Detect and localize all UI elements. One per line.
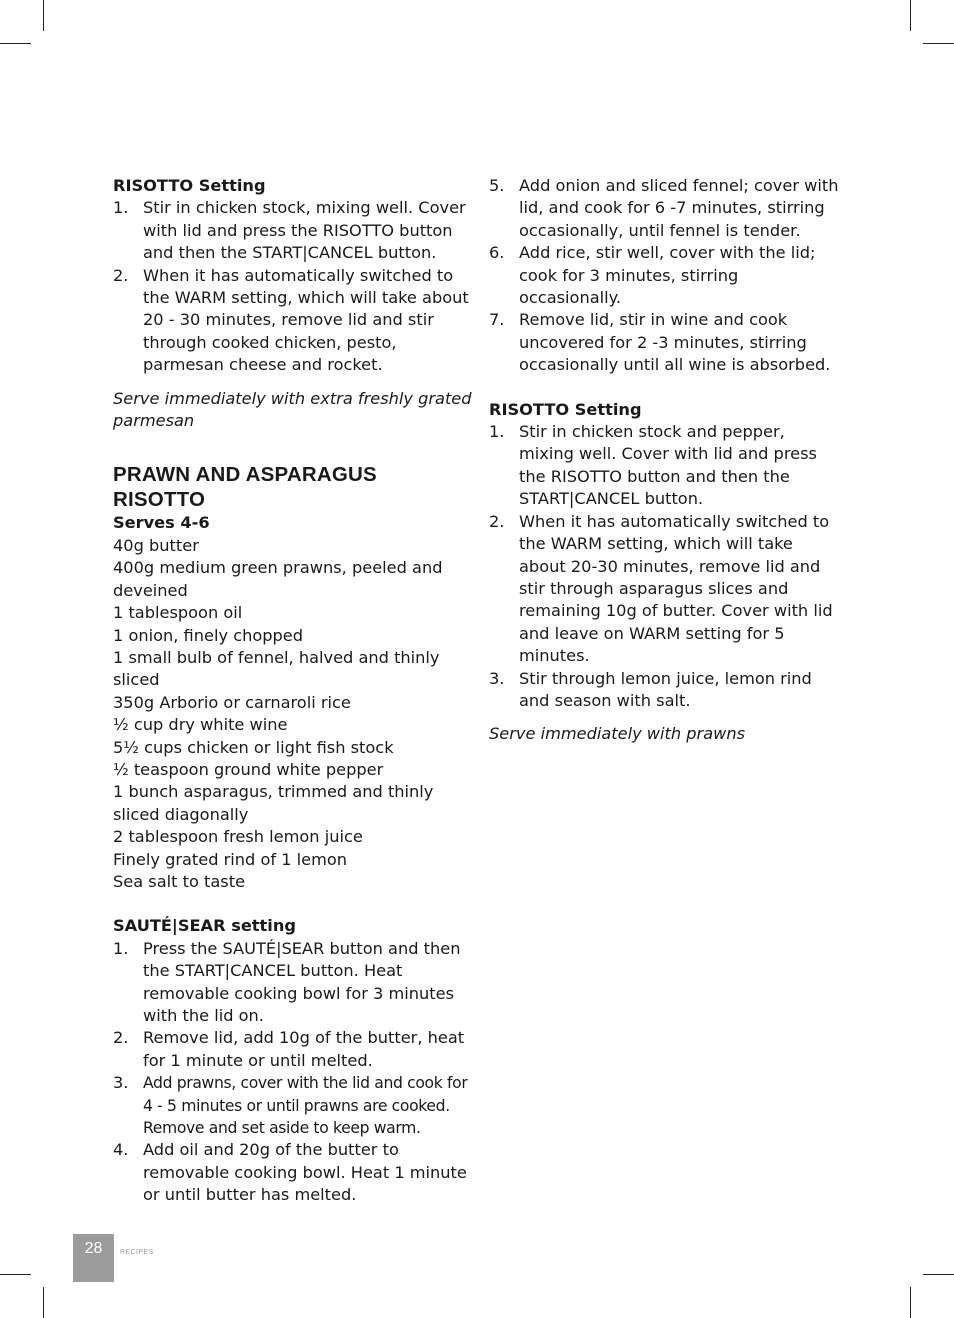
step-number: 2.	[113, 265, 129, 285]
step-number: 4.	[113, 1140, 129, 1160]
crop-mark	[910, 0, 911, 31]
step-text: Stir in chicken stock and pepper, mixing well. Cover with lid and press the RISOTTO button and then the START|CANCEL button.	[519, 422, 817, 509]
saute-steps-continued-list	[489, 175, 839, 377]
step-text: When it has automatically switched to the WARM setting, which will take about 20 - 30 minutes, remove lid and stir through cooked chicken, pesto, parmesan cheese and rocket.	[143, 265, 469, 375]
risotto-setting-heading: RISOTTO Setting	[489, 399, 642, 419]
serve-note: Serve immediately with extra freshly grated parmesan	[113, 388, 472, 431]
ingredient: Finely grated rind of 1 lemon	[113, 849, 348, 869]
ingredient: 2 tablespoon fresh lemon juice	[113, 827, 363, 847]
list-item	[113, 197, 473, 264]
crop-mark	[0, 1274, 31, 1275]
list-item	[489, 175, 839, 242]
crop-mark	[43, 0, 44, 31]
step-number: 1.	[489, 422, 505, 442]
step-number: 1.	[113, 938, 129, 958]
ingredient: 350g Arborio or carnaroli rice	[113, 692, 351, 712]
serve-note: Serve immediately with prawns	[489, 724, 746, 744]
step-text: Add rice, stir well, cover with the lid; cook for 3 minutes, stirring occasionally.	[519, 243, 816, 308]
left-column	[113, 175, 473, 1207]
serves-label: Serves 4-6	[113, 513, 210, 533]
ingredient: 400g medium green prawns, peeled and deveined	[113, 558, 443, 600]
ingredient: ½ cup dry white wine	[113, 715, 288, 735]
right-column	[489, 175, 839, 746]
page-number: 28	[73, 1234, 114, 1282]
step-number: 1.	[113, 198, 129, 218]
ingredient: 1 tablespoon oil	[113, 603, 243, 623]
risotto-setting-heading: RISOTTO Setting	[113, 176, 266, 195]
ingredient: 1 onion, finely chopped	[113, 625, 304, 645]
ingredient: 5½ cups chicken or light fish stock	[113, 737, 394, 757]
step-number: 6.	[489, 243, 505, 263]
ingredient: ½ teaspoon ground white pepper	[113, 759, 384, 779]
list-item	[113, 1139, 473, 1206]
list-item	[113, 1027, 473, 1072]
list-item	[113, 1072, 473, 1139]
step-text: Press the SAUTÉ|SEAR button and then the START|CANCEL button. Heat removable cooking bowl for 3 minutes with the lid on.	[143, 938, 461, 1025]
step-text: Add onion and sliced fennel; cover with lid, and cook for 6 -7 minutes, stirring occasionally, until fennel is tender.	[519, 176, 839, 240]
list-item	[489, 421, 839, 511]
crop-mark	[0, 43, 31, 44]
crop-mark	[43, 1287, 44, 1318]
list-item	[489, 242, 839, 309]
saute-setting-heading: SAUTÉ|SEAR setting	[113, 916, 296, 936]
step-number: 5.	[489, 176, 505, 195]
section-label: RECIPES	[120, 1249, 154, 1256]
step-text: Stir in chicken stock, mixing well. Cover with lid and press the RISOTTO button and then the START|CANCEL button.	[143, 198, 466, 263]
list-item	[489, 309, 839, 376]
crop-mark	[910, 1287, 911, 1318]
list-item	[113, 938, 473, 1028]
ingredients-list	[113, 535, 473, 894]
step-text: Remove lid, add 10g of the butter, heat for 1 minute or until melted.	[143, 1028, 465, 1070]
list-item	[113, 265, 473, 377]
list-item	[489, 668, 839, 713]
saute-steps-list	[113, 938, 473, 1207]
ingredient: 1 bunch asparagus, trimmed and thinly sliced diagonally	[113, 782, 434, 824]
recipe-title: PRAWN AND ASPARAGUS RISOTTO	[113, 463, 377, 512]
step-number: 3.	[113, 1073, 129, 1093]
risotto-steps-list	[489, 421, 839, 712]
step-text: Remove lid, stir in wine and cook uncovered for 2 -3 minutes, stirring occasionally until all wine is absorbed.	[519, 310, 831, 375]
step-number: 2.	[489, 511, 505, 531]
list-item	[489, 511, 839, 668]
crop-mark	[923, 1274, 954, 1275]
step-number: 7.	[489, 310, 505, 330]
ingredient: Sea salt to taste	[113, 871, 246, 891]
risotto-steps-list	[113, 197, 473, 376]
step-number: 2.	[113, 1028, 129, 1048]
ingredient: 40g butter	[113, 535, 199, 555]
ingredient: 1 small bulb of fennel, halved and thinly sliced	[113, 647, 440, 690]
step-text: Add prawns, cover with the lid and cook for 4 - 5 minutes or until prawns are cooked. Remove and set aside to keep warm.	[143, 1074, 468, 1138]
step-number: 3.	[489, 668, 505, 688]
step-text: Stir through lemon juice, lemon rind and season with salt.	[519, 668, 812, 710]
step-text: Add oil and 20g of the butter to removable cooking bowl. Heat 1 minute or until butter has melted.	[143, 1140, 467, 1205]
crop-mark	[923, 43, 954, 44]
step-text: When it has automatically switched to the WARM setting, which will take about 20-30 minutes, remove lid and stir through asparagus slices and remaining 10g of butter. Cover with lid and leave on WARM setting for 5 minutes.	[519, 511, 833, 666]
